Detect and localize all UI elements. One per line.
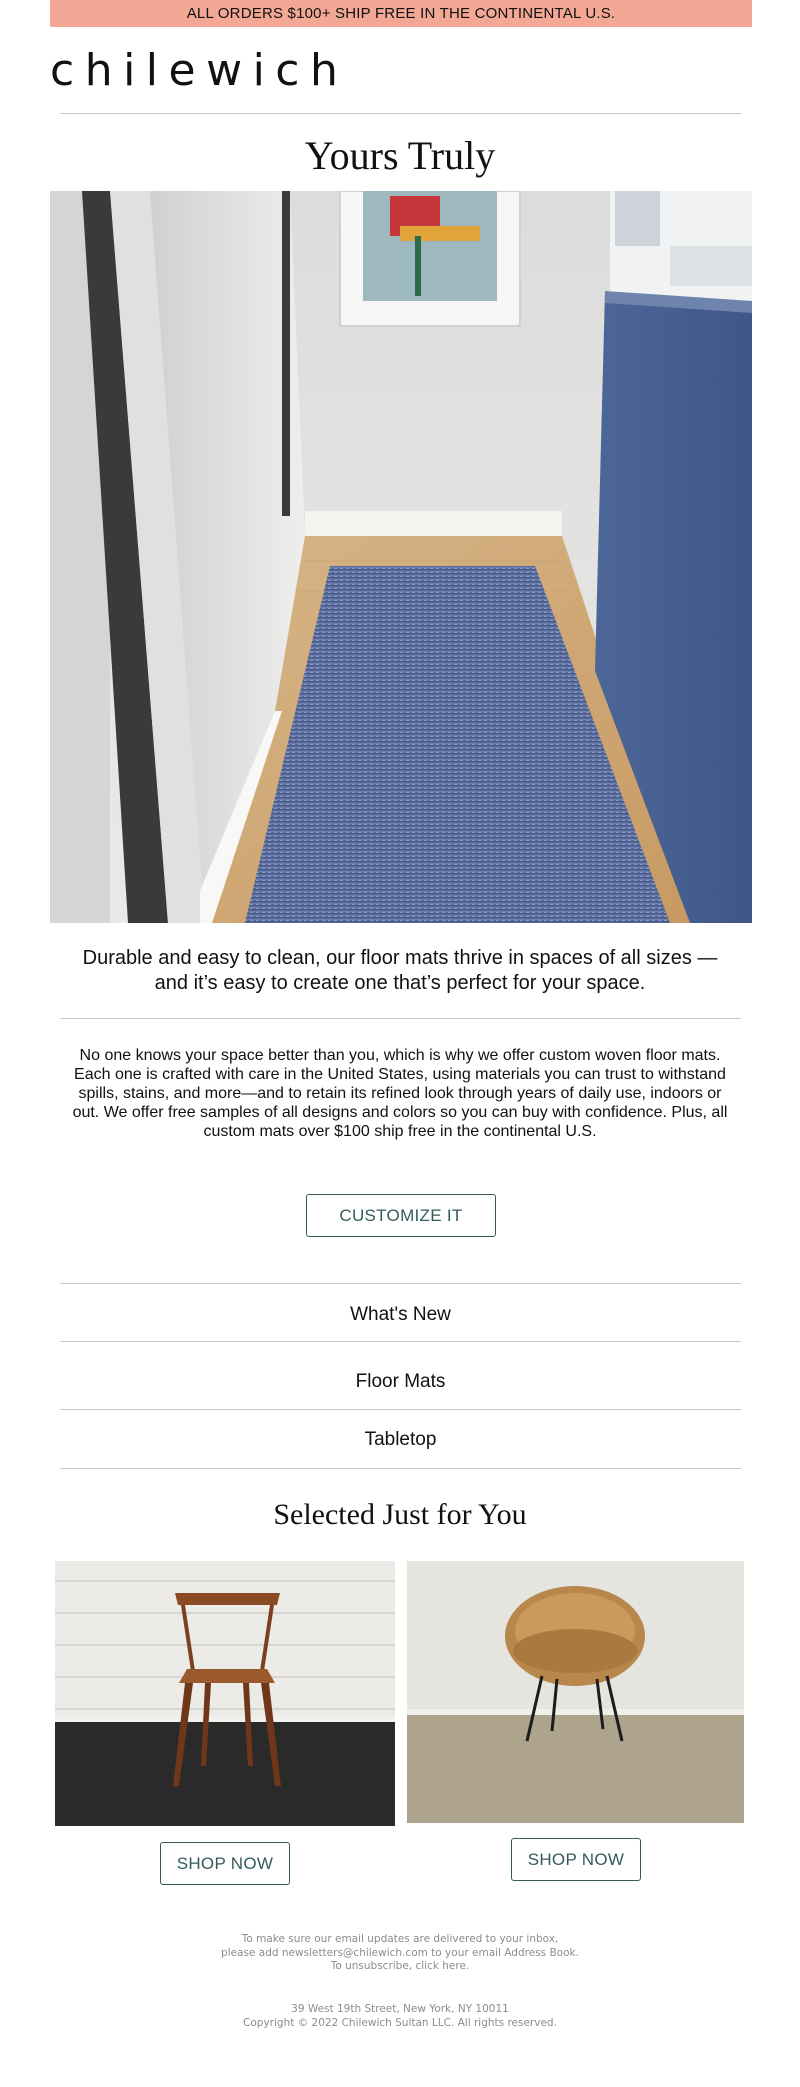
wicker-chair-illustration xyxy=(407,1561,744,1823)
intro-lede: Durable and easy to clean, our floor mats thrive in spaces of all sizes —and it’s easy to create one that’s perfect for your space. xyxy=(82,947,718,994)
hero-title: Yours Truly xyxy=(304,133,496,178)
footer-legal xyxy=(0,2003,800,2030)
nav-item-tabletop[interactable]: Tabletop xyxy=(364,1429,437,1450)
chilewich-logo[interactable]: chilewich xyxy=(50,45,349,96)
intro-body: No one knows your space better than you, which is why we offer custom woven floor mats. Each one is crafted with care in the United States, using materials you can trust to withstand spills, stains, and more—and to retain its refined look through years of daily use, indoors or out. We offer free samples of all designs and colors so you can buy with confidence. Plus, all custom mats over $100 ship free in the continental U.S. xyxy=(72,1047,728,1140)
footer-notice-line-1: To make sure our email updates are delivered to your inbox, xyxy=(241,1933,559,1945)
footer-unsubscribe-link[interactable]: To unsubscribe, click here. xyxy=(330,1960,470,1972)
wood-chair-illustration xyxy=(55,1561,395,1826)
shop-now-button-1[interactable]: SHOP NOW xyxy=(160,1842,290,1885)
nav-item-whats-new[interactable]: What's New xyxy=(350,1304,451,1325)
shipping-banner[interactable]: ALL ORDERS $100+ SHIP FREE IN THE CONTINENTAL U.S. xyxy=(50,0,752,27)
footer-notice-line-2[interactable]: please add newsletters@chilewich.com to your email Address Book. xyxy=(221,1946,579,1959)
product-image-wood-chair[interactable] xyxy=(55,1561,395,1826)
footer-address: 39 West 19th Street, New York, NY 10011 xyxy=(291,2003,509,2015)
hero-image[interactable] xyxy=(50,191,752,923)
intro-divider xyxy=(60,1018,741,1019)
hero-illustration xyxy=(50,191,752,923)
product-image-wicker-chair[interactable] xyxy=(407,1561,744,1823)
header-divider xyxy=(60,113,741,114)
footer-notice xyxy=(0,1933,800,1974)
footer-copyright: Copyright © 2022 Chilewich Sultan LLC. All rights reserved. xyxy=(243,2016,557,2029)
nav-divider-2 xyxy=(60,1409,741,1410)
customize-it-button[interactable]: CUSTOMIZE IT xyxy=(306,1194,496,1237)
shop-now-button-2[interactable]: SHOP NOW xyxy=(511,1838,641,1881)
selected-title: Selected Just for You xyxy=(273,1498,527,1531)
nav-divider-top xyxy=(60,1283,741,1284)
nav-item-floor-mats[interactable]: Floor Mats xyxy=(355,1371,446,1392)
nav-divider-bottom xyxy=(60,1468,741,1469)
nav-divider-1 xyxy=(60,1341,741,1342)
